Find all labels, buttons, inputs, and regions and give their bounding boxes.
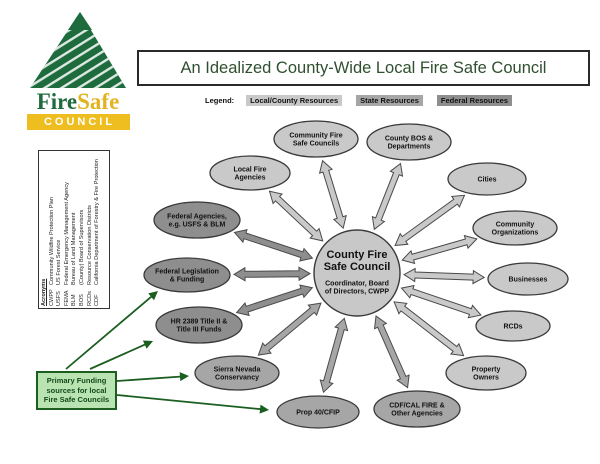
- acronym-full: Resource Conservation Districts: [86, 205, 93, 285]
- acronym-full: Bureau of Land Management: [71, 212, 78, 285]
- funding-arrow-prop-40-cfip: [117, 395, 262, 409]
- arrow-center-local-fire-agencies: [270, 191, 323, 241]
- acronym-abbr: CDF: [94, 294, 101, 306]
- arrow-center-businesses: [404, 269, 484, 284]
- node-label-rcds: RCDs: [503, 323, 523, 331]
- acronym-abbr: RCDs: [86, 291, 93, 306]
- acronym-full: US Forest Service: [56, 239, 63, 285]
- acronyms-box: [38, 150, 110, 309]
- node-label-community-organizations: Community Organizations: [491, 221, 539, 237]
- arrow-center-cdf-cal-fire-other-agencies: [375, 316, 410, 388]
- primary-funding-box: [36, 371, 117, 410]
- funding-box-line: Fire Safe Councils: [43, 395, 110, 405]
- acronym-abbr: BOS: [78, 294, 85, 306]
- funding-box-line: Primary Funding: [46, 376, 107, 386]
- firesafe-council-logo: [24, 12, 132, 130]
- node-label-cities: Cities: [477, 176, 497, 184]
- node-label-federal-agencies-usfs-blm: Federal Agencies, e.g. USFS & BLM: [167, 213, 227, 229]
- funding-arrow-hr-2389-title-funds: [90, 344, 147, 369]
- acronym-abbr: FEMA: [63, 290, 70, 306]
- diagram-title: An Idealized County-Wide Local Fire Safe Council: [180, 58, 547, 77]
- funding-arrow-sierra-nevada-conservancy-head: [180, 372, 189, 381]
- node-label-cdf-cal-fire-other-agencies: CDF/CAL FIRE & Other Agencies: [389, 402, 445, 418]
- arrow-center-community-organizations: [402, 236, 477, 264]
- logo-triangle-icon: [28, 12, 128, 90]
- acronym-full: (County) Board of Supervisors: [78, 209, 85, 285]
- center-subtitle: Coordinator, Board of Directors, CWPP: [324, 280, 390, 296]
- arrow-center-community-fire-safe-councils: [320, 161, 347, 228]
- legend: [205, 95, 512, 106]
- node-label-businesses: Businesses: [508, 276, 548, 284]
- arrow-center-property-owners: [394, 302, 464, 356]
- funding-box-line: sources for local: [46, 385, 107, 395]
- arrow-center-federal-legislation-funding: [234, 267, 310, 281]
- node-label-prop-40-cfip: Prop 40/CFIP: [296, 409, 340, 417]
- acronyms-list: [39, 151, 109, 308]
- acronym-row-usfs: [56, 153, 64, 306]
- logo-fire-text: Fire: [36, 89, 78, 114]
- node-label-county-bos-departments: County BOS & Departments: [384, 135, 434, 151]
- acronym-abbr: BLM: [71, 294, 78, 306]
- logo-council-banner: COUNCIL: [27, 114, 130, 130]
- funding-arrow-prop-40-cfip-head: [260, 405, 269, 414]
- legend-label: Legend:: [205, 96, 235, 105]
- acronyms-heading: Acronyms: [41, 278, 47, 306]
- acronym-abbr: CWPP: [48, 289, 55, 306]
- node-label-sierra-nevada-conservancy: Sierra Nevada Conservancy: [213, 366, 261, 382]
- arrow-center-hr-2389-title-funds: [237, 285, 313, 315]
- diagram-title-box: [137, 50, 590, 86]
- arrow-center-cities: [395, 195, 464, 245]
- center-title: County Fire Safe Council: [323, 248, 391, 273]
- acronym-abbr: USFS: [56, 291, 63, 306]
- node-label-hr-2389-title-funds: HR 2389 Title II & Title III Funds: [170, 318, 228, 334]
- acronym-row-fema: [64, 153, 72, 306]
- arrow-center-federal-agencies-usfs-blm: [235, 230, 313, 261]
- acronym-row-rcds: [87, 153, 95, 306]
- node-label-local-fire-agencies: Local Fire Agencies: [233, 166, 267, 182]
- acronym-row-cwpp: [49, 153, 57, 306]
- logo-safe-text: Safe: [77, 89, 120, 114]
- acronym-row-cdf: [94, 153, 102, 306]
- legend-items: [246, 95, 512, 106]
- node-county-fire-safe-council: [314, 230, 400, 316]
- acronym-row-bos: [79, 153, 87, 306]
- arrow-center-prop-40-cfip: [320, 318, 347, 392]
- acronym-full: Community Wildfire Protection Plan: [48, 197, 55, 285]
- node-label-property-owners: Property Owners: [471, 366, 501, 382]
- arrow-center-sierra-nevada-conservancy: [258, 303, 321, 355]
- legend-item-state: State Resources: [356, 95, 423, 106]
- acronym-row-blm: [71, 153, 79, 306]
- legend-item-local: Local/County Resources: [246, 95, 342, 106]
- logo-wordmark: [24, 90, 132, 113]
- legend-item-federal: Federal Resources: [437, 95, 512, 106]
- arrow-center-county-bos-departments: [372, 164, 402, 230]
- funding-arrow-sierra-nevada-conservancy: [117, 376, 182, 381]
- acronym-full: California Department of Forestry & Fire Protection: [94, 159, 101, 285]
- node-label-federal-legislation-funding: Federal Legislation & Funding: [155, 268, 219, 284]
- node-label-community-fire-safe-councils: Community Fire Safe Councils: [289, 132, 343, 148]
- acronym-full: Federal Emergency Management Agency: [63, 182, 70, 285]
